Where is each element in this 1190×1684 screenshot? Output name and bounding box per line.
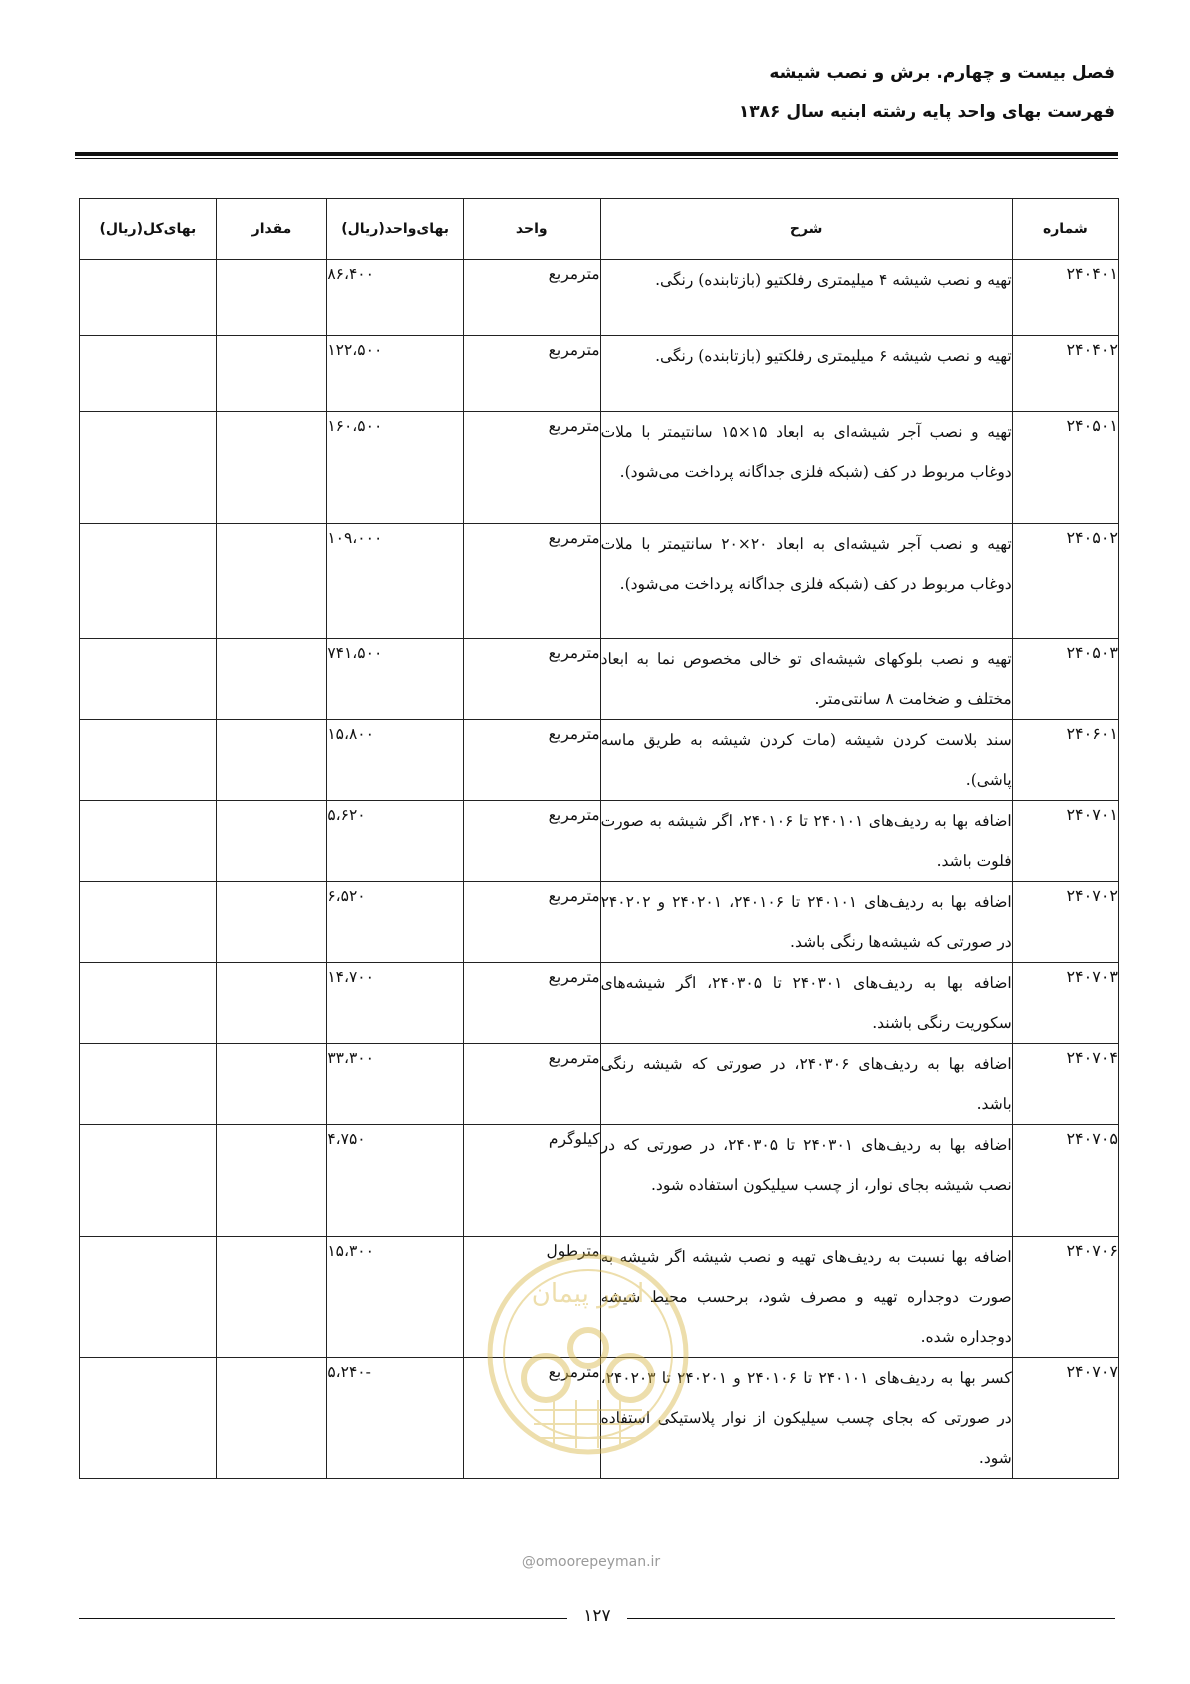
table-row <box>80 963 1119 1044</box>
table-header-row <box>80 199 1119 260</box>
column-header-quantity: مقدار <box>216 199 327 260</box>
header-rule-thin <box>75 158 1118 159</box>
row-quantity <box>216 720 327 801</box>
row-description: سند بلاست کردن شیشه (مات کردن شیشه به طریق ماسه پاشی). <box>600 720 1012 801</box>
row-quantity <box>216 1125 327 1237</box>
row-description: تهیه و نصب آجر شیشه‌ای به ابعاد ۲۰×۲۰ سانتیمتر با ملات دوغاب مربوط در کف (شبکه فلزی جداگانه پرداخت می‌شود). <box>600 524 1012 639</box>
column-header-unit-price: بهای‌واحد(ریال) <box>327 199 464 260</box>
table-row <box>80 412 1119 524</box>
row-total-price <box>80 963 217 1044</box>
watermark-text: امور پیمان <box>531 1279 645 1309</box>
row-unit-price: ۸۶،۴۰۰ <box>327 260 464 336</box>
row-total-price <box>80 260 217 336</box>
row-total-price <box>80 639 217 720</box>
row-description: اضافه بها به ردیف‌های ۲۴۰۱۰۱ تا ۲۴۰۱۰۶، اگر شیشه به صورت فلوت باشد. <box>600 801 1012 882</box>
row-total-price <box>80 882 217 963</box>
row-total-price <box>80 1125 217 1237</box>
table-row <box>80 1044 1119 1125</box>
table-row <box>80 1358 1119 1479</box>
row-quantity <box>216 882 327 963</box>
table-row <box>80 639 1119 720</box>
row-unit: مترمربع <box>463 1358 600 1479</box>
row-unit: مترمربع <box>463 720 600 801</box>
row-unit-price: ۱۴،۷۰۰ <box>327 963 464 1044</box>
row-unit-price: ۳۳،۳۰۰ <box>327 1044 464 1125</box>
row-unit-price: ۱۶۰،۵۰۰ <box>327 412 464 524</box>
chapter-title: فصل بیست و چهارم. برش و نصب شیشه <box>769 63 1115 83</box>
row-unit-price: ۱۵،۳۰۰ <box>327 1237 464 1358</box>
row-unit-price: ۶،۵۲۰ <box>327 882 464 963</box>
row-code: ۲۴۰۷۰۵ <box>1012 1125 1118 1237</box>
row-description: تهیه و نصب شیشه ۴ میلیمتری رفلکتیو (بازتابنده) رنگی. <box>600 260 1012 336</box>
row-quantity <box>216 639 327 720</box>
row-unit-price: ۱۵،۸۰۰ <box>327 720 464 801</box>
row-quantity <box>216 336 327 412</box>
row-description: تهیه و نصب بلوکهای شیشه‌ای تو خالی مخصوص نما به ابعاد مختلف و ضخامت ۸ سانتی‌متر. <box>600 639 1012 720</box>
table-row <box>80 882 1119 963</box>
row-unit: مترمربع <box>463 882 600 963</box>
row-code: ۲۴۰۷۰۳ <box>1012 963 1118 1044</box>
row-code: ۲۴۰۷۰۶ <box>1012 1237 1118 1358</box>
row-total-price <box>80 412 217 524</box>
table-row <box>80 260 1119 336</box>
row-code: ۲۴۰۴۰۱ <box>1012 260 1118 336</box>
row-unit: مترمربع <box>463 260 600 336</box>
column-header-total-price: بهای‌کل(ریال) <box>80 199 217 260</box>
table-row <box>80 1125 1119 1237</box>
row-quantity <box>216 1237 327 1358</box>
row-code: ۲۴۰۴۰۲ <box>1012 336 1118 412</box>
row-quantity <box>216 260 327 336</box>
row-total-price <box>80 1237 217 1358</box>
header-rule-thick <box>75 152 1118 156</box>
row-unit-price: ۱۲۲،۵۰۰ <box>327 336 464 412</box>
page-footer <box>79 1604 1115 1626</box>
row-description: تهیه و نصب آجر شیشه‌ای به ابعاد ۱۵×۱۵ سانتیمتر با ملات دوغاب مربوط در کف (شبکه فلزی جداگانه پرداخت می‌شود). <box>600 412 1012 524</box>
row-unit-price: -۵،۲۴۰ <box>327 1358 464 1479</box>
row-quantity <box>216 412 327 524</box>
row-unit: مترطول <box>463 1237 600 1358</box>
row-quantity <box>216 801 327 882</box>
row-unit: مترمربع <box>463 412 600 524</box>
footer-rule-left <box>79 1618 567 1619</box>
row-description: کسر بها به ردیف‌های ۲۴۰۱۰۱ تا ۲۴۰۱۰۶ و ۲۴۰۲۰۱ تا ۲۴۰۲۰۳، در صورتی که بجای چسب سیلیکون از نوار پلاستیکی استفاده شود. <box>600 1358 1012 1479</box>
row-total-price <box>80 720 217 801</box>
row-code: ۲۴۰۵۰۱ <box>1012 412 1118 524</box>
row-description: اضافه بها به ردیف‌های ۲۴۰۳۰۶، در صورتی که شیشه رنگی باشد. <box>600 1044 1012 1125</box>
row-code: ۲۴۰۶۰۱ <box>1012 720 1118 801</box>
row-code: ۲۴۰۵۰۳ <box>1012 639 1118 720</box>
price-list-table <box>79 198 1119 1479</box>
row-total-price <box>80 801 217 882</box>
row-total-price <box>80 524 217 639</box>
row-code: ۲۴۰۵۰۲ <box>1012 524 1118 639</box>
row-description: اضافه بها به ردیف‌های ۲۴۰۳۰۱ تا ۲۴۰۳۰۵، اگر شیشه‌های سکوریت رنگی باشند. <box>600 963 1012 1044</box>
page-number: ۱۲۷ <box>583 1606 611 1626</box>
row-unit: کیلوگرم <box>463 1125 600 1237</box>
site-watermark: @omoorepeyman.ir <box>521 1554 661 1570</box>
row-description: اضافه بها به ردیف‌های ۲۴۰۳۰۱ تا ۲۴۰۳۰۵، در صورتی که در نصب شیشه بجای نوار، از چسب سیلیکون استفاده شود. <box>600 1125 1012 1237</box>
row-code: ۲۴۰۷۰۴ <box>1012 1044 1118 1125</box>
footer-rule-right <box>627 1618 1115 1619</box>
table-row <box>80 720 1119 801</box>
table-row <box>80 524 1119 639</box>
row-unit-price: ۱۰۹،۰۰۰ <box>327 524 464 639</box>
list-title: فهرست بهای واحد پایه رشته ابنیه سال ۱۳۸۶ <box>738 102 1115 122</box>
table-row <box>80 336 1119 412</box>
row-unit: مترمربع <box>463 1044 600 1125</box>
column-header-code: شماره <box>1012 199 1118 260</box>
column-header-description: شرح <box>600 199 1012 260</box>
row-description: تهیه و نصب شیشه ۶ میلیمتری رفلکتیو (بازتابنده) رنگی. <box>600 336 1012 412</box>
row-quantity <box>216 1044 327 1125</box>
row-unit: مترمربع <box>463 639 600 720</box>
row-total-price <box>80 1358 217 1479</box>
row-code: ۲۴۰۷۰۷ <box>1012 1358 1118 1479</box>
row-code: ۲۴۰۷۰۱ <box>1012 801 1118 882</box>
table-row <box>80 801 1119 882</box>
row-unit-price: ۷۴۱،۵۰۰ <box>327 639 464 720</box>
row-total-price <box>80 336 217 412</box>
row-unit: مترمربع <box>463 336 600 412</box>
row-quantity <box>216 1358 327 1479</box>
row-quantity <box>216 524 327 639</box>
row-description: اضافه بها نسبت به ردیف‌های تهیه و نصب شیشه اگر شیشه به صورت دوجداره تهیه و مصرف شود، برحسب محیط شیشه دوجداره شده. <box>600 1237 1012 1358</box>
row-unit-price: ۵،۶۲۰ <box>327 801 464 882</box>
page-header <box>75 60 1115 125</box>
table-row <box>80 1237 1119 1358</box>
row-unit: مترمربع <box>463 801 600 882</box>
row-quantity <box>216 963 327 1044</box>
row-unit-price: ۴،۷۵۰ <box>327 1125 464 1237</box>
column-header-unit: واحد <box>463 199 600 260</box>
row-unit: مترمربع <box>463 524 600 639</box>
row-unit: مترمربع <box>463 963 600 1044</box>
row-total-price <box>80 1044 217 1125</box>
row-description: اضافه بها به ردیف‌های ۲۴۰۱۰۱ تا ۲۴۰۱۰۶، ۲۴۰۲۰۱ و ۲۴۰۲۰۲ در صورتی که شیشه‌ها رنگی باشد. <box>600 882 1012 963</box>
row-code: ۲۴۰۷۰۲ <box>1012 882 1118 963</box>
